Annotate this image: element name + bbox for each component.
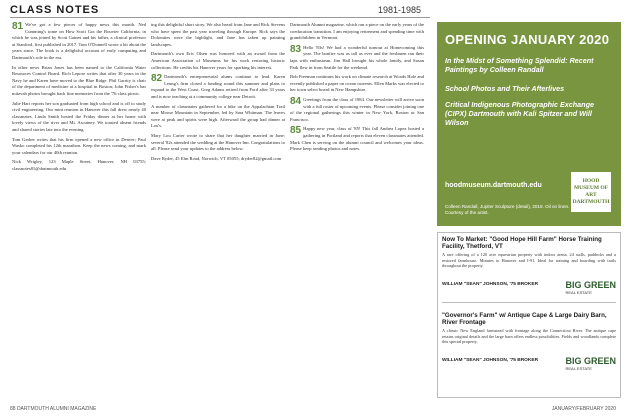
note-text: Dartmouth Alumni magazine, which ran a piece on the early years of the coeducation transition. I am enjoying retirement and spending time with grandchildren in Vermont.: [290, 22, 424, 41]
real-estate-ad[interactable]: [437, 232, 621, 398]
column-1: [12, 22, 146, 398]
class-note-paragraph: [12, 22, 146, 62]
note-text: ing this delightful short story. We also heard from Jane and Rick Stevens who have spent the past year traveling through Europe. Rick says the Dolomites were the highlight, and Jane has taken up painting landscapes.: [151, 22, 285, 47]
note-text: Hello '83s! We had a wonderful turnout at Homecoming this year. The bonfire was as tall as ever and the freshmen ran their laps with enthusiasm. Jim Hall brought his whole family, and Susan Park flew in from Seattle for the weekend.: [290, 44, 424, 70]
note-text: Mary Lou Carter wrote to share that her daughter married in June; several '82s attended the wedding at the Hanover Inn. Congratulations to all. Please send your updates to the address below.: [151, 132, 285, 152]
class-note-paragraph: [151, 74, 285, 100]
note-text: We've got a few pieces of happy news this month. Ned Cumming's tome on How Scott Got the Bouvier California, in which he was joined by Scott Gaines and his father, a clinical professor at Stanford, first published in 2017. Tom O'Donnell wrote a bit about the years since. The book is a delightful account of early computing and Dartmouth's role in the era.: [12, 22, 146, 60]
ad-exhibit-1: In the Midst of Something Splendid: Recent Paintings by Colleen Randall: [445, 56, 594, 74]
big-green-logo: BIG GREEN REAL ESTATE: [565, 356, 616, 371]
note-text: Bob Freeman continues his work on climate research at Woods Hole and recently published a paper on ocean currents. Ellen Marks was elected to her town select board in New Hampshire.: [290, 74, 424, 93]
footer-date: JANUARY/FEBRUARY 2020: [551, 406, 616, 412]
column-3: [290, 22, 424, 398]
note-text: Julie Hart reports her son graduated from high school and is off to study civil engineering. Our mini reunion in Hanover this fall drew nearly 40 classmates. Linda Smith hosted the Friday dinner at her home with lovely views of the river and Mt. Ascutney. We toasted absent friends and shared stories late into the evening.: [12, 100, 146, 132]
class-note-paragraph: [290, 22, 424, 42]
class-note-paragraph: [151, 22, 285, 48]
class-year-number: 84: [290, 95, 302, 107]
class-note-paragraph: [151, 51, 285, 71]
class-years: 1981-1985: [377, 5, 421, 15]
class-year-number: 82: [151, 73, 163, 85]
ad-divider: [442, 302, 616, 303]
class-note-paragraph: [12, 137, 146, 157]
class-note-paragraph: [12, 101, 146, 134]
class-note-paragraph: [12, 159, 146, 172]
class-note-paragraph: [12, 65, 146, 98]
class-note-paragraph: [290, 74, 424, 94]
class-note-paragraph: [151, 104, 285, 130]
column-2: [151, 22, 285, 398]
note-text: Greetings from the class of 1984. Our newsletter will arrive soon with a full roster of upcoming events. Please consider joining one of the regional gatherings this winter in New York, Boston or San Francisco.: [290, 96, 424, 122]
listing-1-contact: WILLIAM "SEAN" JOHNSON, '75 BROKER: [442, 282, 539, 287]
museum-ad[interactable]: [437, 22, 621, 226]
listing-2-headline[interactable]: "Governor's Farm" w/ Antique Cape & Large Dairy Barn, River Frontage: [442, 312, 607, 326]
class-note-paragraph: [151, 133, 285, 153]
class-note-paragraph: [290, 97, 424, 123]
page-footer: [10, 403, 616, 415]
note-text: Nick Wrigley, 123 Maple Street, Hanover, NH 03755; classnotes81@dartmouth.edu: [12, 159, 146, 171]
ad-exhibit-2: School Photos and Their Afterlives: [445, 84, 565, 93]
class-year-number: 81: [12, 22, 24, 32]
note-text: Dave Ryder, 45 Elm Road, Norwich, VT 05055; dryder82@gmail.com: [151, 155, 282, 161]
class-year-number: 85: [290, 125, 302, 137]
ad-url[interactable]: hoodmuseum.dartmouth.edu: [445, 182, 542, 189]
note-text: In other news Brian Jones has been named to the California Water Resources Control Board. Rich Lepore writes that after 30 years in the Navy he and Karen have moved to the Blue Ridge. Phil Garrity is chair of the department of medicine at a hospital in Boston; John Fisher's bar mitzvah photos brought back fine memories from the '76 class picnic.: [12, 64, 146, 96]
header-rule: [10, 17, 430, 18]
hood-museum-logo: HOOD MUSEUM OF ART DARTMOUTH: [571, 172, 611, 212]
class-note-paragraph: [290, 45, 424, 71]
class-year-number: 83: [290, 43, 302, 55]
class-note-paragraph: [151, 156, 285, 163]
listing-2-body: A classic New England farmstead with frontage along the Connecticut River. The antique cape retains original details and the large barn offers endless possibilities. Fields and woodlands complete this special property.: [442, 328, 616, 345]
note-text: Tom Gerber writes that his firm opened a new office in Denver; Paul Wasko completed his 12th marathon. Keep the news coming, and mark your calendars for our 40th reunion.: [12, 136, 146, 155]
section-title: CLASS NOTES: [10, 4, 100, 16]
note-text: Dartmouth's entrepreneurial alums continue to lead. Karen Leung's firm closed a funding round this summer and plans to expand to the West Coast. Greg Adams retired from Ford after 33 years and is now teaching at a community college near Detroit.: [151, 74, 285, 99]
note-text: A number of classmates gathered for a hike on the Appalachian Trail near Moose Mountain in September, led by Sara Whitman. The leaves were at peak and spirits were high. Afterward the group had dinner at Lou's.: [151, 103, 285, 129]
page-header: [10, 4, 616, 22]
note-text: Happy new year, class of '85! This fall Andrea Lopez hosted a gathering in Portland and reports that eleven classmates attended. Mark Chen is serving on the alumni council and welcomes your ideas. Please keep sending photos and notes.: [290, 126, 424, 152]
ad-credit: Colleen Randall, Jupiter Sculpture (detail), 2018. Oil on linen. Courtesy of the artist.: [445, 204, 570, 215]
class-note-paragraph: [290, 126, 424, 152]
listing-2-contact: WILLIAM "SEAN" JOHNSON, '75 BROKER: [442, 358, 539, 363]
ad-title: OPENING JANUARY 2020: [445, 32, 610, 47]
listing-1-headline[interactable]: Now To Market: "Good Hope Hill Farm" Horse Training Facility, Thetford, VT: [442, 236, 602, 250]
footer-publication: 88 DARTMOUTH ALUMNI MAGAZINE: [10, 406, 97, 412]
listing-1-body: A rare offering of a 120 acre equestrian property with indoor arena, 24 stalls, paddocks and a restored farmhouse. Minutes to Hanover and I-91. Ideal for training and boarding with trails throughout the property.: [442, 252, 616, 269]
note-text: Dartmouth's own Eric Olsen was honored with an award from the American Association of Museums for his work restoring historic collections. He credits his Hanover years for sparking his interest.: [151, 51, 285, 70]
big-green-logo: BIG GREEN REAL ESTATE: [565, 280, 616, 295]
ad-exhibit-3: Critical Indigenous Photographic Exchange (CIPX) Dartmouth with Kali Spitzer and Will Wilson: [445, 100, 594, 127]
